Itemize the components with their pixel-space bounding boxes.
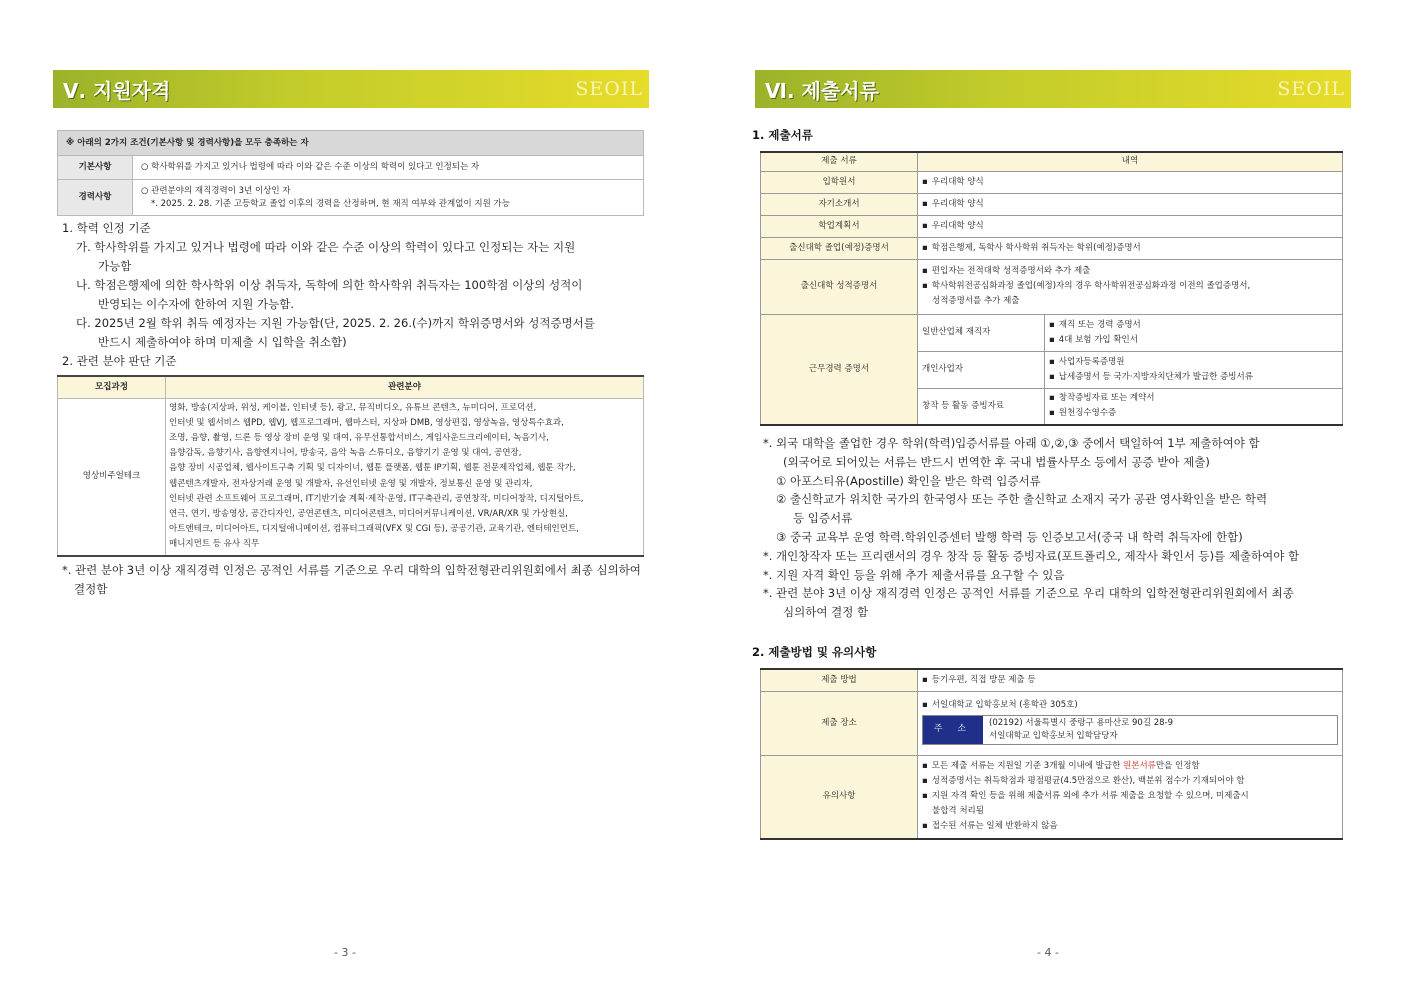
banner-brand: SEOIL: [1277, 78, 1345, 100]
column-header: 제출 서류: [761, 152, 918, 171]
row-detail: ▪ 서일대학교 입학홍보처 (흥학관 305호) 주 소 (02192) 서울특별시 중랑구 용마산로 90길 28-9 서일대학교 입학홍보처 입학담당자: [918, 691, 1343, 755]
note-line: *. 외국 대학을 졸업한 경우 학위(학력)입증서류를 아래 ①,②,③ 중에서 택일하여 1부 제출하여야 함: [763, 436, 1260, 450]
note-line: ③ 중국 교육부 운영 학력.학위인증센터 발행 학력 등 인증보고서(중국 내 학력 취득자에 한함): [776, 529, 1243, 544]
career-type: 창작 등 활동 증빙자료: [918, 388, 1045, 425]
doc-detail: ▪ 사업자등록증명원 ▪ 납세증명서 등 국가·지방자치단체가 발급한 증빙서류: [1045, 351, 1343, 388]
list-item: 가. 학사학위를 가지고 있거나 법령에 따라 이와 같은 수준 이상의 학력이 있다고 인정되는 자는 지원: [76, 240, 576, 254]
row-label: 제출 장소: [761, 691, 918, 755]
highlight-text: 원본서류: [1123, 761, 1156, 772]
row-label: 제출 방법: [761, 669, 918, 691]
condition-text: ○ 학사학위를 가지고 있거나 법령에 따라 이와 같은 수준 이상의 학력이 있다고 인정되는 자: [133, 156, 644, 180]
list-item: 나. 학점은행제에 의한 학사학위 이상 취득자, 독학에 의한 학사학위 취득자는 100학점 이상의 성적이: [76, 278, 583, 292]
program-name: 영상비주얼테크: [58, 398, 166, 556]
section-title: 2. 관련 분야 판단 기준: [62, 354, 177, 368]
field-line: 매니지먼트 등 유사 직무: [169, 539, 260, 550]
related-fields-table: [57, 375, 644, 557]
condition-line: *. 2025. 2. 28. 기준 고등학교 졸업 이후의 경력을 산정하며, 현 재직 여부와 관계없이 지원 가능: [151, 198, 510, 209]
career-type: 개인사업자: [918, 351, 1045, 388]
condition-text: [133, 180, 644, 216]
column-header: 내역: [918, 152, 1343, 171]
section-title: 1. 학력 인정 기준: [62, 221, 151, 235]
condition-label: 기본사항: [58, 156, 133, 180]
note-line: *. 관련 분야 3년 이상 재직경력 인정은 공적인 서류를 기준으로 우리 대학의 입학전형관리위원회에서 최종: [763, 586, 1294, 601]
banner-brand: SEOIL: [575, 78, 643, 100]
field-line: 연극, 연기, 방송영상, 공간디자인, 공연콘텐츠, 미디어콘텐츠, 미디어커뮤니케이션, VR/AR/XR 및 가상현실,: [169, 508, 568, 519]
doc-name: 입학원서: [761, 171, 918, 193]
doc-name: 학업계획서: [761, 215, 918, 237]
section-banner: [53, 70, 649, 108]
row-label: 유의사항: [761, 755, 918, 839]
address-text: (02192) 서울특별시 중랑구 용마산로 90길 28-9 서일대학교 입학홍보처 입학담당자: [989, 717, 1174, 741]
career-type: 일반산업체 재직자: [918, 314, 1045, 351]
list-item-cont: 반드시 제출하여야 하며 미제출 시 입학을 취소함): [98, 335, 347, 349]
condition-label: 경력사항: [58, 180, 133, 216]
note-line: ② 출신학교가 위치한 국가의 한국영사 또는 주한 출신학교 소재지 국가 공관 영사확인을 받은 학력: [776, 492, 1268, 507]
section-banner: [755, 70, 1351, 108]
address-box: [922, 715, 1338, 745]
page-number: - 3 -: [334, 946, 356, 959]
page-3: [0, 0, 700, 992]
field-line: 웹콘텐츠개발자, 전자상거래 운영 및 개발자, 유선인터넷 운영 및 개발자, 정보통신 운영 및 관리자,: [169, 478, 533, 489]
doc-name: 자기소개서: [761, 193, 918, 215]
note-line: *. 개인창작자 또는 프리랜서의 경우 창작 등 활동 증빙자료(포트폴리오, 제작사 확인서 등)를 제출하여야 함: [763, 548, 1300, 563]
note-line: *. 관련 분야 3년 이상 재직경력 인정은 공적인 서류를 기준으로 우리 대학의 입학전형관리위원회에서 최종 심의하여: [62, 563, 641, 577]
banner-title: Ⅵ. 제출서류: [765, 79, 879, 103]
list-item: 다. 2025년 2월 학위 취득 예정자는 지원 가능함(단, 2025. 2. 26.(수)까지 학위증명서와 성적증명서를: [76, 316, 595, 330]
field-line: 영화, 방송(지상파, 위성, 케이블, 인터넷 등), 광고, 뮤직비디오, 유튜브 콘텐츠, 뉴미디어, 프로덕션,: [169, 402, 537, 413]
notes-block: [763, 434, 1383, 622]
banner-title: Ⅴ. 지원자격: [63, 79, 171, 103]
field-line: 인터넷 및 웹서비스 웹PD, 웹VJ, 웹프로그래머, 웹마스터, 지상파 DMB, 영상편집, 영상녹음, 영상특수효과,: [169, 417, 564, 428]
conditions-table: [57, 130, 644, 216]
field-line: 인터넷 관련 소프트웨어 프로그래머, IT기반기술 계획·제작·운영, IT구축관리, 공연창작, 미디어창작, 디지털아트,: [169, 493, 584, 504]
submission-table: [760, 668, 1343, 840]
field-line: 조명, 음향, 촬영, 드론 등 영상 장비 운영 및 대여, 유무선통합서비스, 게임사운드크리에이터, 녹음기사,: [169, 432, 549, 443]
list-item-cont: 가능함: [98, 259, 132, 273]
note-line: (외국어로 되어있는 서류는 반드시 번역한 후 국내 법률사무소 등에서 공증 받아 제출): [783, 454, 1210, 469]
row-detail: ▪ 등기우편, 직접 방문 제출 등: [918, 669, 1343, 691]
note-line: ① 아포스티유(Apostille) 확인을 받은 학력 입증서류: [776, 473, 1041, 488]
condition-line: ○ 관련분야의 재직경력이 3년 이상인 자: [141, 185, 291, 196]
section-title: 2. 제출방법 및 유의사항: [752, 645, 877, 659]
doc-detail: ▪ 우리대학 양식: [918, 193, 1343, 215]
doc-detail: ▪ 재직 또는 경력 증명서 ▪ 4대 보험 가입 확인서: [1045, 314, 1343, 351]
note-line: 심의하여 결정 함: [783, 605, 869, 620]
doc-name: 근무경력 증명서: [761, 314, 918, 425]
note: [62, 561, 662, 599]
address-label: 주 소: [923, 716, 983, 744]
doc-detail: ▪ 학점은행제, 독학사 학사학위 취득자는 학위(예정)증명서: [918, 237, 1343, 259]
field-line: 음향감독, 음향기사, 음향엔지니어, 방송국, 음악 녹음 스튜디오, 음향기기 운영 및 대여, 공연장,: [169, 448, 522, 459]
row-detail: ▪ 모든 제출 서류는 지원일 기준 3개월 이내에 발급한 원본서류만을 인정함 ▪ 성적증명서는 취득학점과 평점평균(4.5만점으로 환산), 백분위 점수가 기재되어야 함 ▪ 지원 자격 확인 등을 위해 제출서류 외에 추가 서류 제출을 요청할 수 있으며, 미제출시 불합격 처리됨 ▪ 접수된 서류는 일체 반환하지 않음: [918, 755, 1343, 839]
doc-detail: ▪ 우리대학 양식: [918, 171, 1343, 193]
doc-detail: ▪ 창작증빙자료 또는 계약서 ▪ 원천징수영수증: [1045, 388, 1343, 425]
doc-detail: ▪ 편입자는 전적대학 성적증명서와 추가 제출 ▪ 학사학위전공심화과정 졸업(예정)자의 경우 학사학위전공심화과정 이전의 졸업증명서, 성적증명서를 추가 제출: [918, 259, 1343, 314]
page-number: - 4 -: [1037, 946, 1059, 959]
documents-table: [760, 151, 1343, 426]
column-header: 관련분야: [166, 376, 644, 398]
note-line: 결정함: [74, 582, 108, 596]
doc-name: 출신대학 성적증명서: [761, 259, 918, 314]
doc-detail: ▪ 우리대학 양식: [918, 215, 1343, 237]
section-title: 1. 제출서류: [752, 128, 813, 142]
column-header: 모집과정: [58, 376, 166, 398]
conditions-header: ※ 아래의 2가지 조건(기본사항 및 경력사항)을 모두 충족하는 자: [58, 131, 644, 156]
note-line: 등 입증서류: [793, 511, 853, 526]
section-1: [62, 219, 662, 371]
fields-cell: [166, 398, 644, 556]
field-line: 음향 장비 시공업체, 웹사이트구축 기획 및 디자이너, 웹툰 플랫폼, 웹툰 IP기획, 웹툰 전문제작업체, 웹툰 작가,: [169, 463, 576, 474]
note-line: *. 지원 자격 확인 등을 위해 추가 제출서류를 요구할 수 있음: [763, 567, 1065, 582]
field-line: 아트앤테크, 미디어아트, 디지털애니메이션, 컴퓨터그래픽(VFX 및 CGI 등), 공공기관, 교육기관, 엔터테인먼트,: [169, 524, 579, 535]
page-4: [703, 0, 1403, 992]
list-item-cont: 반영되는 이수자에 한하여 지원 가능함.: [98, 297, 295, 311]
doc-name: 출신대학 졸업(예정)증명서: [761, 237, 918, 259]
